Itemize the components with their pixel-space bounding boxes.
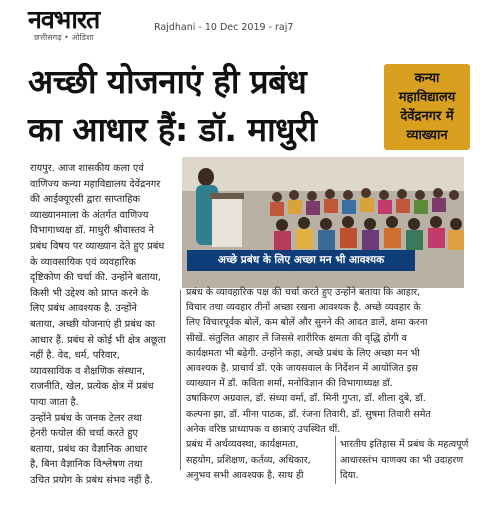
text-line: भारतीय इतिहास में प्रबंध के महत्वपूर्ण bbox=[340, 439, 469, 450]
text-line: प्रबंध के व्यावहारिक पक्ष की चर्चा करते हुए उन्होंने बताया कि आहार, bbox=[186, 287, 421, 298]
text-line: किसी भी उद्देश्य को प्राप्त करने के bbox=[30, 287, 149, 299]
text-line: उन्होंने प्रबंध के जनक टेलर तथा bbox=[30, 412, 142, 424]
text-line: हेनरी फयोल की चर्चा करते हुए bbox=[30, 428, 138, 440]
text-line: नहीं है. वेद, धर्म, परिवार, bbox=[30, 350, 120, 362]
text-line: कल्पना झा, डॉ. मीना पाठक, डॉ. रंजना तिवारी, डॉ. सुषमा तिवारी समेत bbox=[186, 408, 431, 420]
photo-caption: अच्छे प्रबंध के लिए अच्छा मन भी आवश्यक bbox=[187, 250, 415, 271]
text-line: वाणिज्य कन्या महाविद्यालय देवेंद्रनगर bbox=[30, 178, 161, 190]
text-line: सीखें. संतुलित आहार लें जिससे शारीरिक क्षमता की वृद्धि होगी व bbox=[186, 332, 407, 344]
text-line: व्यावसायिक व शैक्षणिक संस्थान, bbox=[30, 365, 146, 377]
text-line: आधारस्तंभ चाणक्य का भी उदाहरण bbox=[340, 454, 464, 466]
left-article-column bbox=[30, 161, 176, 488]
headline-line-2: का आधार हैं: डॉ. माधुरी bbox=[28, 110, 317, 149]
text-line: अनुभव सभी आवश्यक है. साथ ही bbox=[186, 470, 304, 482]
edition-date-label: Rajdhani - 10 Dec 2019 - raj7 bbox=[154, 22, 294, 33]
kicker-line: देवेंद्रनगर में bbox=[400, 109, 454, 124]
text-line: है, बिना वैज्ञानिक विश्लेषण तथा bbox=[30, 459, 143, 471]
kicker-line: व्याख्यान bbox=[406, 128, 448, 143]
text-line: विचार तथा व्यवहार तीनों अच्छा रखना आवश्यक है. अच्छे व्यवहार के bbox=[186, 302, 421, 314]
text-line: प्रबंध में अर्थव्यवस्था, कार्यक्षमता, bbox=[186, 439, 299, 450]
text-line: उचित प्रयोग के प्रबंध संभव नहीं है. bbox=[30, 474, 153, 486]
text-line: विभागाध्यक्ष डॉ. माधुरी श्रीवास्तव ने bbox=[30, 225, 154, 237]
text-line: कार्यक्षमता भी बढ़ेगी. उन्होंने कहा, अच्छे प्रबंध के लिए अच्छा मन भी bbox=[186, 347, 420, 359]
text-line: लिए विचारपूर्वक बोलें, कम बोलें और सुनने की आदत डालें, क्षमा करना bbox=[186, 317, 428, 329]
text-line: उषाकिरण अग्रवाल, डॉ. संध्या वर्मा, डॉ. मिनी गुप्ता, डॉ. शीला दुबे, डॉ. bbox=[186, 393, 426, 405]
text-line: अनेक वरिष्ठ प्राध्यापक व छात्राएं उपस्थित थीं. bbox=[186, 423, 341, 435]
text-line: रायपुर. आज शासकीय कला एवं bbox=[30, 163, 144, 174]
masthead-region-label: छत्तीसगढ़ • ओडिशा bbox=[34, 33, 94, 42]
text-line: आवश्यक है. प्राचार्य डॉ. एके जायसवाल के निर्देशन में आयोजित इस bbox=[186, 363, 418, 375]
kicker-box bbox=[384, 64, 470, 150]
text-line: बताया, प्रबंध का वैज्ञानिक आधार bbox=[30, 443, 148, 455]
newspaper-logo: नवभारत bbox=[28, 5, 100, 34]
text-line: व्याख्यानमाला के अंतर्गत वाणिज्य bbox=[30, 209, 149, 221]
text-line: की आईक्यूएसी द्वारा साप्ताहिक bbox=[30, 194, 141, 206]
text-line: सहयोग, प्रशिक्षण, कर्तव्य, अधिकार, bbox=[186, 454, 311, 466]
text-line: लिए प्रबंध आवश्यक है. उन्होंने bbox=[30, 303, 137, 315]
bottom-right-column bbox=[340, 437, 472, 484]
headline-line-1: अच्छी योजनाएं ही प्रबंध bbox=[28, 62, 307, 101]
right-article-block bbox=[186, 285, 470, 437]
text-line: आधार हैं. प्रबंध से कोई भी क्षेत्र अछूता bbox=[30, 334, 166, 346]
text-line: दिया. bbox=[340, 470, 359, 482]
text-line: राजनीति, खेल, प्रत्येक क्षेत्र में प्रबंध bbox=[30, 381, 154, 393]
text-line: व्याख्यान में डॉ. कविता शर्मा, मनोविज्ञान की विभागाध्यक्ष डॉ. bbox=[186, 378, 393, 390]
text-line: के व्यावसायिक एवं व्यवहारिक bbox=[30, 256, 136, 268]
kicker-line: कन्या bbox=[414, 71, 440, 86]
column-divider bbox=[180, 290, 181, 470]
text-line: बताया, अच्छी योजनाएं ही प्रबंध का bbox=[30, 318, 155, 330]
text-line: प्रबंध विषय पर व्याख्यान देते हुए प्रबंध bbox=[30, 240, 165, 252]
kicker-line: महाविद्यालय bbox=[398, 90, 456, 105]
text-line: दृष्टिकोण की चर्चा की. उन्होंने बताया, bbox=[30, 272, 161, 284]
text-line: पाया जाता है. bbox=[30, 396, 79, 408]
bottom-middle-column bbox=[186, 437, 332, 484]
column-divider bbox=[335, 436, 336, 484]
